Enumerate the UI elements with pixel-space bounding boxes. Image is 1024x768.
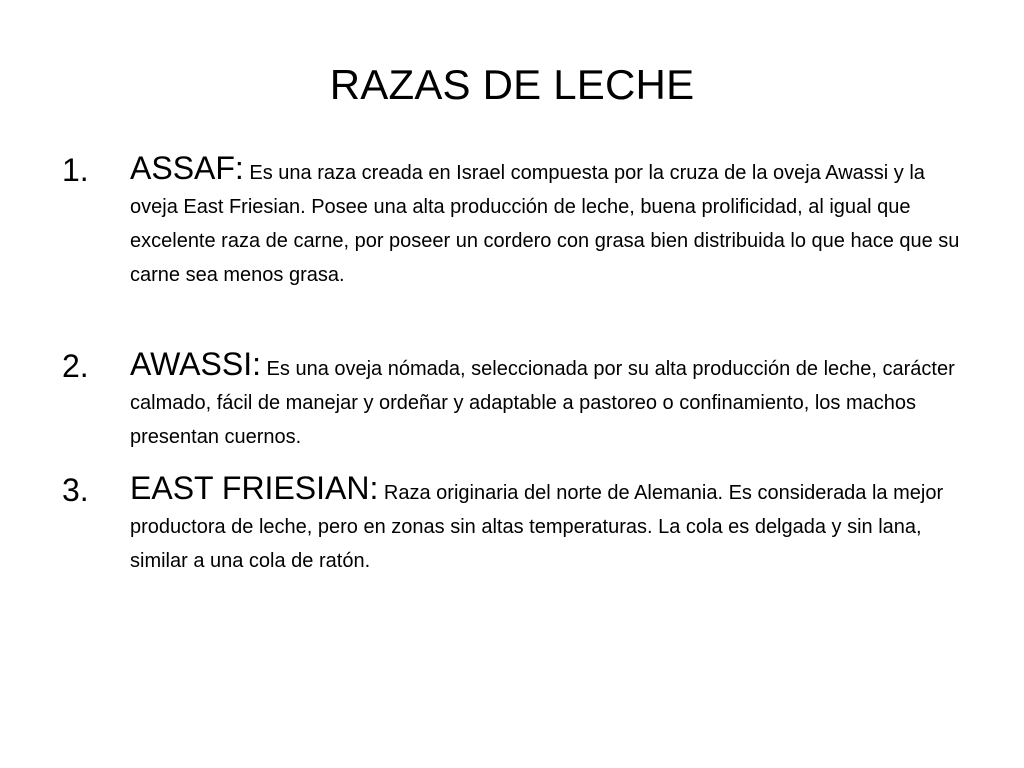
breed-name: ASSAF: [130,150,244,186]
breed-item-east-friesian [60,466,960,578]
slide-title: RAZAS DE LECHE [329,61,695,108]
breed-text [130,342,960,454]
list-number: 2. [62,348,89,384]
breed-name: AWASSI: [130,346,261,382]
breed-item-awassi [60,342,960,460]
breed-name: EAST FRIESIAN: [130,470,379,506]
breed-text [130,466,960,578]
breed-description: Es una raza creada en Israel compuesta por la cruza de la oveja Awassi y la oveja East Friesian. Posee una alta producción de leche, buena prolificidad, al igual que excelente raza de carne, por poseer un cordero con grasa bien distribuida lo que hace que su carne sea menos grasa. [130,162,960,286]
breed-description: Es una oveja nómada, seleccionada por su alta producción de leche, carácter calmado, fácil de manejar y ordeñar y adaptable a pastoreo o confinamiento, los machos presentan cuernos. [130,358,955,448]
breed-text [130,146,960,292]
breed-list [60,146,960,584]
list-number: 3. [62,472,89,508]
list-number: 1. [62,152,89,188]
breed-item-assaf [60,146,960,336]
breed-description: Raza originaria del norte de Alemania. Es considerada la mejor productora de leche, pero en zonas sin altas temperaturas. La cola es delgada y sin lana, similar a una cola de ratón. [130,482,944,572]
